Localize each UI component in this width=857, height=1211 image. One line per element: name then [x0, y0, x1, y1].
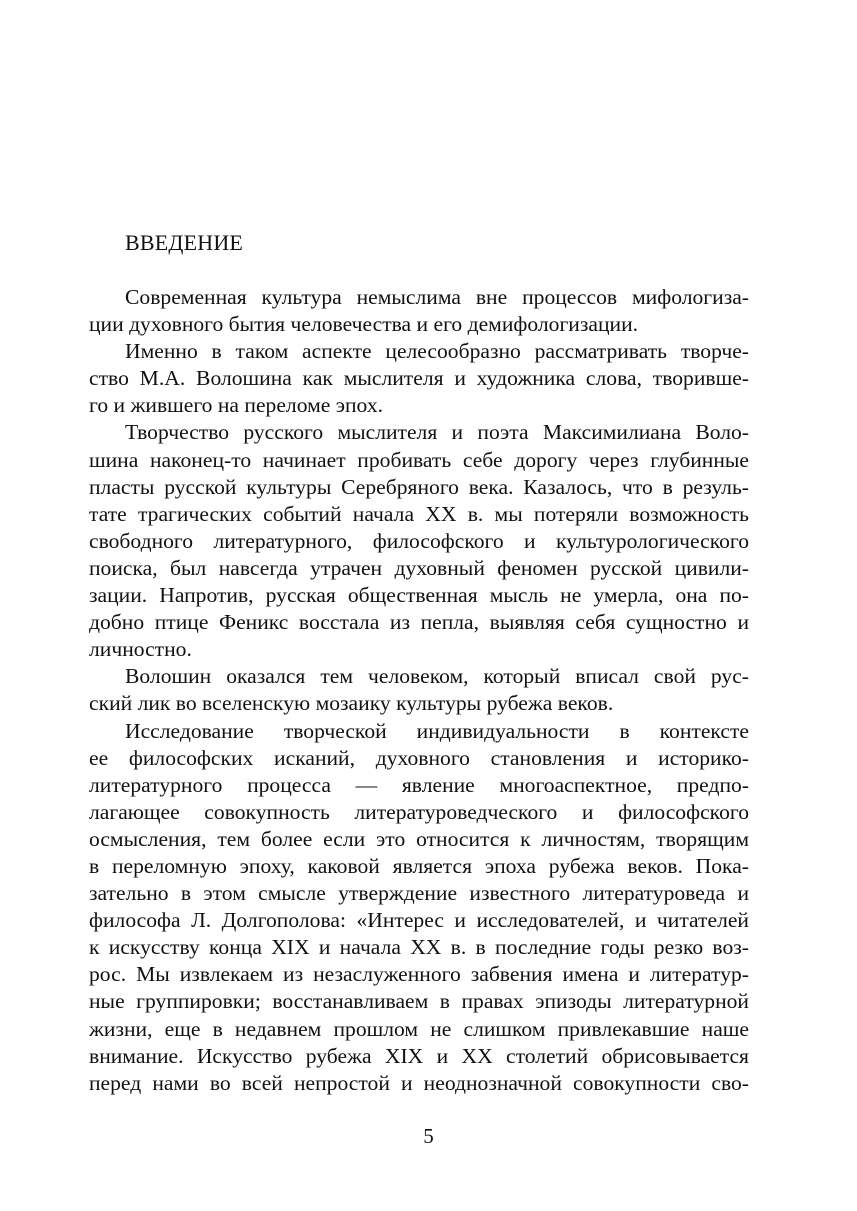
text-line: личностно. — [89, 637, 192, 662]
text-line: жизни, еще в недавнем прошлом не слишком привлекавшие наше — [89, 1016, 749, 1041]
text-line: Именно в таком аспекте целесообразно рассматривать творче- — [125, 339, 749, 364]
text-line: зательно в этом смысле утверждение известного литературоведа и — [89, 881, 749, 906]
text-line: ции духовного бытия человечества и его демифологизации. — [89, 312, 639, 337]
text-line: Творчество русского мыслителя и поэта Максимилиана Воло- — [125, 420, 749, 445]
page-number: 5 — [423, 1124, 434, 1148]
text-line: рос. Мы извлекаем из незаслуженного забвения имена и литератур- — [89, 962, 749, 987]
text-line: ные группировки; восстанавливаем в правах эпизоды литературной — [89, 989, 749, 1014]
text-line: Современная культура немыслима вне процессов мифологиза- — [125, 285, 749, 309]
text-line: философа Л. Долгополова: «Интерес и исследователей, и читателей — [89, 908, 749, 933]
text-line: ее философских исканий, духовного становления и историко- — [89, 745, 749, 770]
text-line: добно птице Феникс восстала из пепла, выявляя себя сущностно и — [89, 610, 749, 635]
text-line: Волошин оказался тем человеком, который вписал свой рус- — [125, 664, 749, 689]
text-line: внимание. Искусство рубежа XIX и XX столетий обрисовывается — [89, 1043, 749, 1068]
body-text — [89, 284, 749, 1097]
text-line: лагающее совокупность литературоведческого и философского — [89, 799, 749, 824]
text-line: пласты русской культуры Серебряного века. Казалось, что в резуль- — [89, 474, 749, 499]
text-line: ство М.А. Волошина как мыслителя и художника слова, творивше- — [89, 366, 749, 391]
section-heading: ВВЕДЕНИЕ — [125, 230, 244, 255]
text-line: осмысления, тем более если это относится к личностям, творящим — [89, 826, 749, 851]
text-line: го и жившего на переломе эпох. — [89, 393, 384, 418]
text-line: перед нами во всей непростой и неоднозначной совокупности сво- — [89, 1070, 749, 1095]
text-line: зации. Напротив, русская общественная мысль не умерла, она по- — [89, 583, 749, 608]
text-line: к искусству конца XIX и начала XX в. в последние годы резко воз- — [89, 935, 749, 960]
text-line: свободного литературного, философского и культурологического — [89, 528, 749, 553]
text-line: литературного процесса — явление многоаспектное, предпо- — [89, 772, 749, 797]
text-line: в переломную эпоху, каковой является эпоха рубежа веков. Пока- — [89, 853, 749, 878]
text-line: Исследование творческой индивидуальности в контексте — [125, 718, 749, 743]
text-line: тате трагических событий начала XX в. мы потеряли возможность — [89, 501, 749, 526]
text-line: шина наконец-то начинает пробивать себе дорогу через глубинные — [89, 447, 749, 472]
text-line: ский лик во вселенскую мозаику культуры рубежа веков. — [89, 691, 614, 716]
text-line: поиска, был навсегда утрачен духовный феномен русской цивили- — [89, 555, 749, 580]
